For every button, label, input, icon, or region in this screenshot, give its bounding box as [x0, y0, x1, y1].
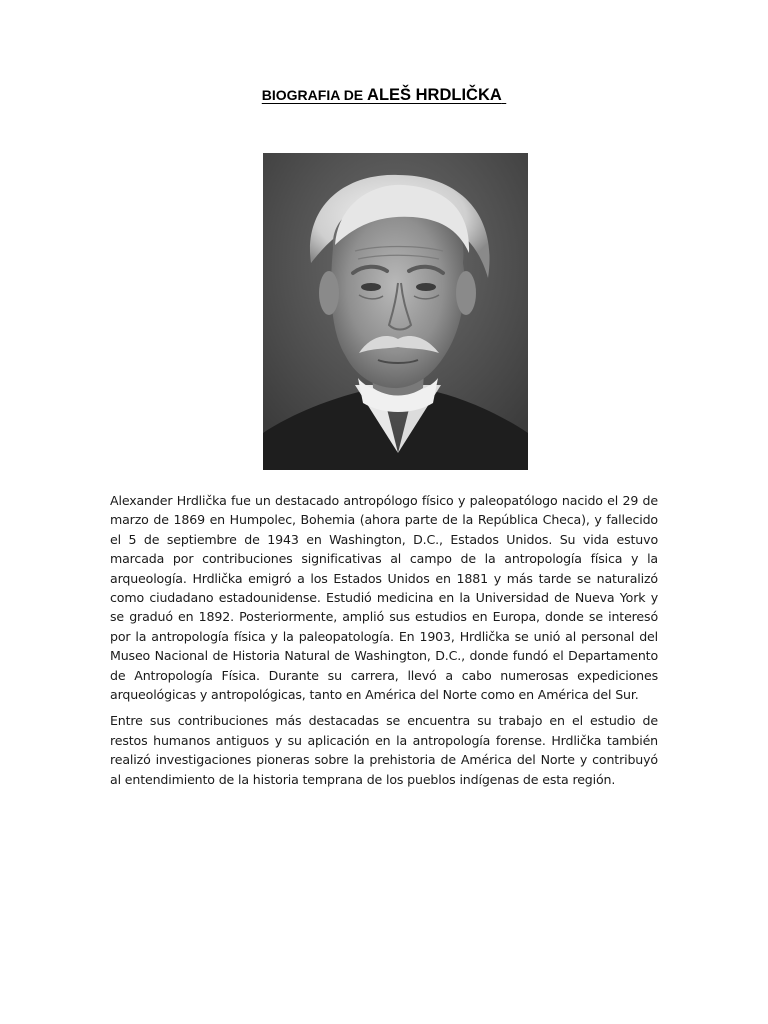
title-underlined [262, 87, 506, 104]
paragraph-2: Entre sus contribuciones más destacadas se encuentra su trabajo en el estudio de restos humanos antiguos y su aplicación en la antropología forense. Hrdlička también realizó investigaciones pioneras sobre la prehistoria de América del Norte y contribuyó al entendimiento de la historia temprana de los pueblos indígenas de esta región. [110, 713, 658, 787]
paragraph-1: Alexander Hrdlička fue un destacado antropólogo físico y paleopatólogo nacido el 29 de marzo de 1869 en Humpolec, Bohemia (ahora parte de la República Checa), y fallecido el 5 de septiembre de 1943 en Washington, D.C., Estados Unidos. Su vida estuvo marcada por contribuciones significativas al campo de la antropología física y la arqueología. Hrdlička emigró a los Estados Unidos en 1881 y más tarde se naturalizó como ciudadano estadounidense. Estudió medicina en la Universidad de Nueva York y se graduó en 1892. Posteriormente, amplió sus estudios en Europa, donde se interesó por la antropología física y la paleopatología. En 1903, Hrdlička se unió al personal del Museo Nacional de Historia Natural de Washington, D.C., donde fundó el Departamento de Antropología Física. Durante su carrera, llevó a cabo numerosas expediciones arqueológicas y antropológicas, tanto en América del Norte como en América del Sur. [110, 493, 658, 703]
biography-text [110, 491, 658, 796]
portrait-photo [263, 153, 528, 470]
portrait-illustration [263, 153, 528, 470]
title-prefix: BIOGRAFIA DE [261, 87, 368, 103]
title-name: ALEŠ HRDLIČKA [367, 86, 502, 104]
page-title [0, 86, 768, 105]
